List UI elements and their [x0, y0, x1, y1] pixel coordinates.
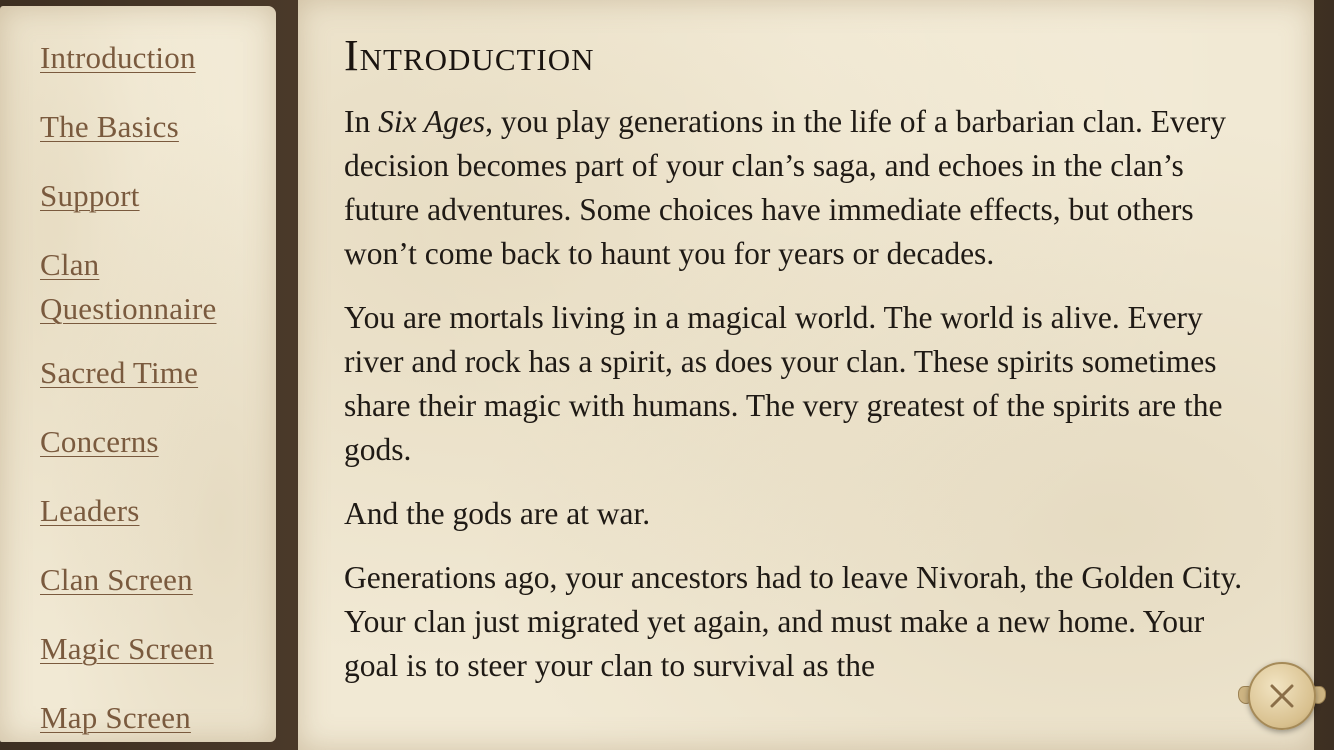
- sidebar-item-clan-screen: [40, 558, 266, 607]
- sidebar-link-clan-questionnaire[interactable]: Clan Questionnaire: [40, 247, 217, 326]
- paragraph-2: You are mortals living in a magical world. The world is alive. Every river and rock has a spirit, as does your clan. These spirits sometimes share their magic with humans. The very greatest of the spirits are the gods.: [344, 300, 1223, 467]
- sidebar-link-magic-screen[interactable]: Magic Screen: [40, 631, 214, 666]
- sidebar-link-concerns[interactable]: Concerns: [40, 424, 159, 459]
- close-icon: [1267, 681, 1297, 711]
- sidebar-item-sacred-time: [40, 351, 266, 400]
- paragraph-4: Generations ago, your ancestors had to leave Nivorah, the Golden City. Your clan just migrated yet again, and must make a new home. Your goal is to steer your clan to survival as the: [344, 560, 1243, 683]
- sidebar-link-map-screen[interactable]: Map Screen: [40, 700, 191, 735]
- sidebar-item-leaders: [40, 489, 266, 538]
- sidebar-item-clan-questionnaire: [40, 243, 266, 331]
- game-title-emphasis: Six Ages: [378, 104, 486, 139]
- sidebar-link-the-basics[interactable]: The Basics: [40, 109, 179, 144]
- paragraph-1-post: , you play generations in the life of a barbarian clan. Every decision becomes part of your clan’s saga, and echoes in the clan’s future adventures. Some choices have immediate effects, but others won’t come back to haunt you for years or decades.: [344, 104, 1226, 271]
- sidebar-item-concerns: [40, 420, 266, 469]
- sidebar-link-sacred-time[interactable]: Sacred Time: [40, 355, 199, 390]
- sidebar-link-clan-screen[interactable]: Clan Screen: [40, 562, 193, 597]
- sidebar-link-support[interactable]: Support: [40, 178, 140, 213]
- sidebar-item-support: [40, 174, 266, 223]
- sidebar-item-introduction: [40, 36, 266, 85]
- paragraph-1-pre: In: [344, 104, 379, 139]
- page-title: Introduction: [344, 31, 595, 80]
- sidebar: [0, 6, 276, 742]
- paragraph-3: And the gods are at war.: [344, 496, 651, 531]
- close-button[interactable]: [1248, 662, 1316, 730]
- article-body: [344, 100, 1264, 708]
- paragraph-1: [344, 100, 1264, 276]
- sidebar-item-the-basics: [40, 105, 266, 154]
- sidebar-item-magic-screen: [40, 627, 266, 676]
- sidebar-link-leaders[interactable]: Leaders: [40, 493, 140, 528]
- sidebar-link-introduction[interactable]: Introduction: [40, 40, 196, 75]
- sidebar-nav-list: [40, 36, 266, 750]
- sidebar-item-map-screen: [40, 696, 266, 745]
- content-page: [298, 0, 1314, 750]
